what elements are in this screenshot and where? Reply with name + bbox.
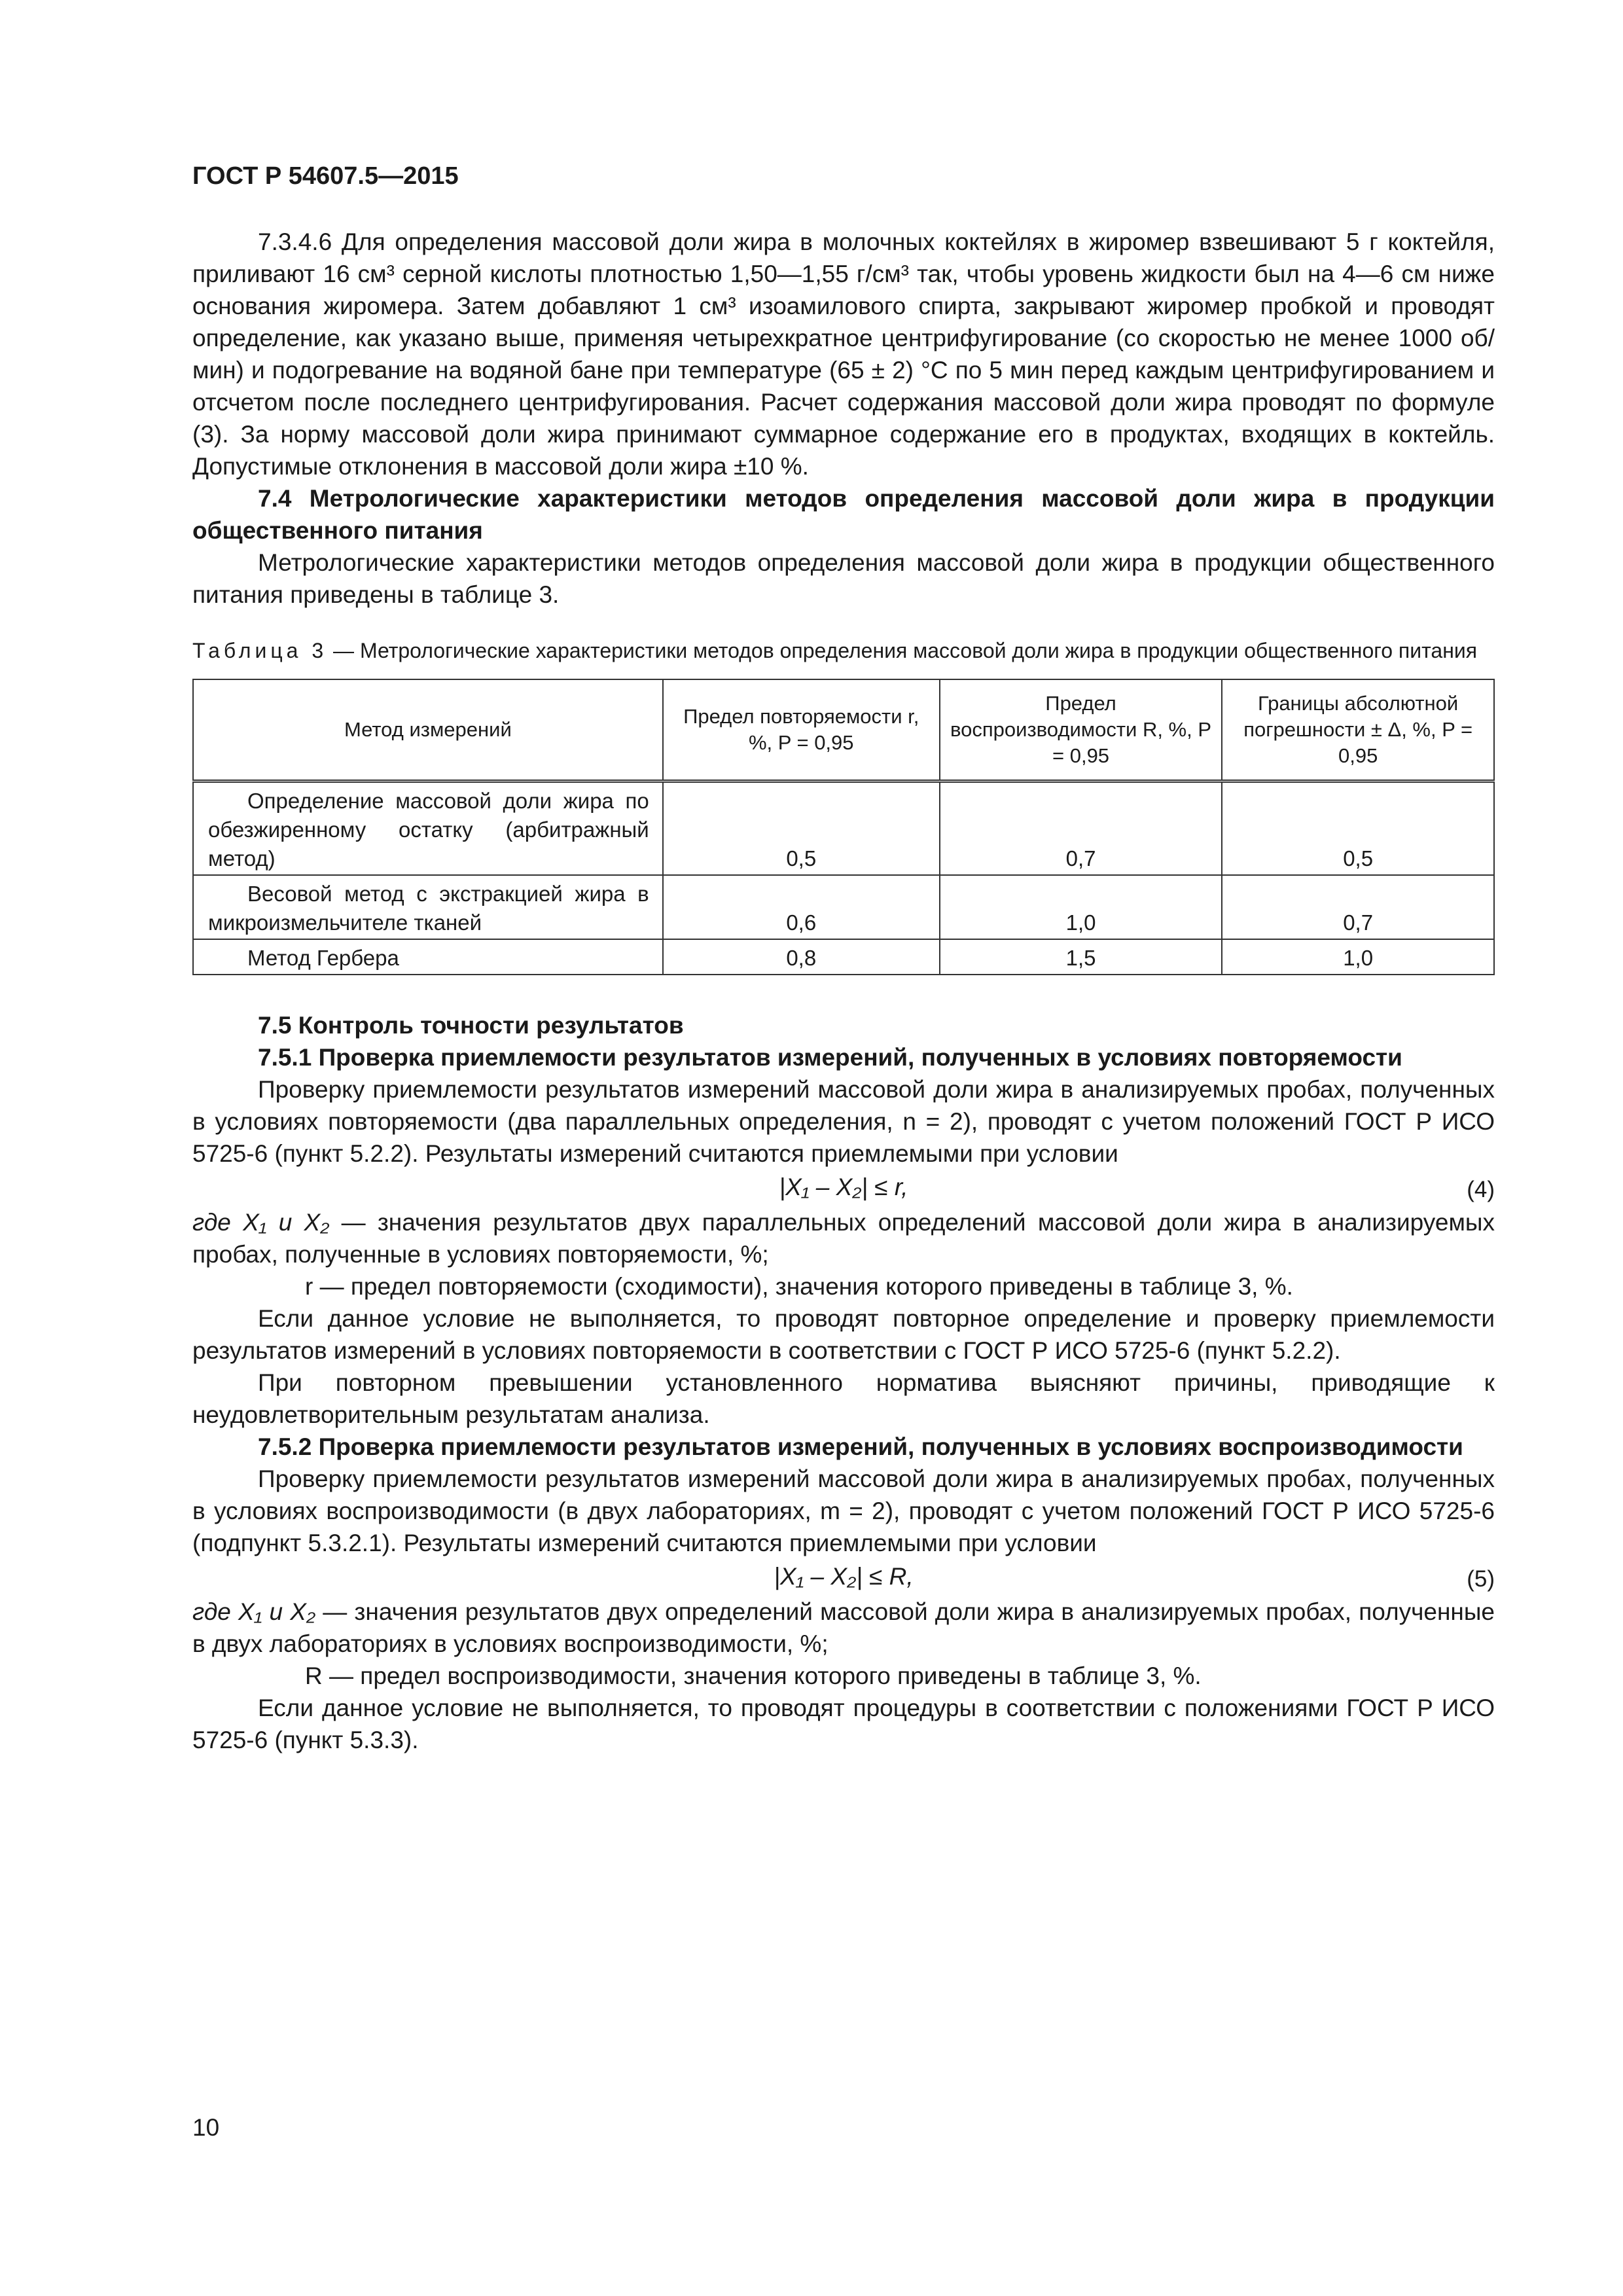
where-text: — значения результатов двух параллельных определений массовой доли жира в анализируемых пробах, полученные в условиях повторяемости, %;	[192, 1209, 1495, 1268]
page-number: 10	[192, 2114, 220, 2141]
table-caption-text: — Метрологические характеристики методов определения массовой доли жира в продукции общественного питания	[327, 639, 1478, 662]
cell-delta: 0,5	[1222, 781, 1494, 876]
r-definition: r — предел повторяемости (сходимости), значения которого приведены в таблице 3, %.	[305, 1273, 1293, 1300]
heading-7-5-2: 7.5.2 Проверка приемлемости результатов измерений, полученных в условиях воспроизводимости	[258, 1433, 1463, 1460]
paragraph-7-5-2: Проверку приемлемости результатов измерений массовой доли жира в анализируемых пробах, полученных в условиях воспроизводимости (в двух лабораториях, m = 2), проводят с учетом положений ГОСТ Р ИСО 5725-6 (подпункт 5.3.2.1). Результаты измерений считаются приемлемыми при условии	[192, 1465, 1495, 1556]
paragraph-7-5-1: Проверку приемлемости результатов измерений массовой доли жира в анализируемых пробах, полученных в условиях повторяемости (два параллельных определения, n = 2), проводят с учетом положений ГОСТ Р ИСО 5725-6 (пункт 5.2.2). Результаты измерений считаются приемлемыми при условии	[192, 1076, 1495, 1167]
paragraph-if-fail-2: Если данное условие не выполняется, то проводят процедуры в соответствии с положениями ГОСТ Р ИСО 5725-6 (пункт 5.3.3).	[192, 1695, 1495, 1753]
table-header-row	[193, 679, 1494, 781]
header-error-bounds: Границы абсолютной погрешности ± Δ, %, P = 0,95	[1222, 679, 1494, 781]
page-content	[192, 226, 1495, 1756]
formula-4-expression: |X₁ – X₂| ≤ r,	[779, 1174, 908, 1200]
table-row	[193, 939, 1494, 975]
formula-5-expression: |X₁ – X₂| ≤ R,	[774, 1563, 914, 1590]
paragraph-7-4: Метрологические характеристики методов определения массовой доли жира в продукции общественного питания приведены в таблице 3.	[192, 549, 1495, 608]
where-clause-5	[192, 1596, 1495, 1660]
where-lead: где X₁ и X₂	[192, 1209, 330, 1236]
cell-r: 0,8	[663, 939, 940, 975]
cell-delta: 1,0	[1222, 939, 1494, 975]
heading-7-5: 7.5 Контроль точности результатов	[258, 1012, 684, 1039]
paragraph-repeat: При повторном превышении установленного норматива выясняют причины, приводящие к неудовлетворительным результатам анализа.	[192, 1369, 1495, 1428]
table-caption	[192, 637, 1495, 664]
R-definition: R — предел воспроизводимости, значения которого приведены в таблице 3, %.	[305, 1662, 1202, 1689]
table-row	[193, 875, 1494, 939]
header-reproducibility: Предел воспроизводимости R, %, P = 0,95	[940, 679, 1222, 781]
where-clause-4	[192, 1206, 1495, 1270]
formula-4	[192, 1171, 1495, 1205]
cell-R: 1,5	[940, 939, 1222, 975]
cell-r: 0,5	[663, 781, 940, 876]
heading-7-4: 7.4 Метрологические характеристики методов определения массовой доли жира в продукции общественного питания	[192, 485, 1495, 544]
paragraph-7-3-4-6: 7.3.4.6 Для определения массовой доли жира в молочных коктейлях в жиромер взвешивают 5 г коктейля, приливают 16 см³ серной кислоты плотностью 1,50—1,55 г/см³ так, чтобы уровень жидкости был на 4—6 см ниже основания жиромера. Затем добавляют 1 см³ изоамилового спирта, закрывают жиромер пробкой и проводят определение, как указано выше, применяя четырехкратное центрифугирование (со скоростью не менее 1000 об/мин) и подогревание на водяной бане при температуре (65 ± 2) °С по 5 мин перед каждым центрифугированием и отсчетом после последнего центрифугирования. Расчет содержания массовой доли жира проводят по формуле (3). За норму массовой доли жира принимают суммарное содержание его в продуктах, входящих в коктейль. Допустимые отклонения в массовой доли жира ±10 %.	[192, 228, 1495, 480]
table-caption-label: Таблица 3	[192, 639, 328, 662]
cell-R: 1,0	[940, 875, 1222, 939]
paragraph-if-fail-1: Если данное условие не выполняется, то проводят повторное определение и проверку приемлемости результатов измерений в условиях повторяемости в соответствии с ГОСТ Р ИСО 5725-6 (пункт 5.2.2).	[192, 1305, 1495, 1364]
formula-4-number: (4)	[1467, 1177, 1495, 1202]
formula-5	[192, 1560, 1495, 1594]
header-method: Метод измерений	[193, 679, 663, 781]
cell-R: 0,7	[940, 781, 1222, 876]
where-text: — значения результатов двух определений массовой доли жира в анализируемых пробах, полученные в двух лабораториях в условиях воспроизводимости, %;	[192, 1598, 1495, 1657]
cell-delta: 0,7	[1222, 875, 1494, 939]
metrology-table	[192, 679, 1495, 975]
cell-method: Метод Гербера	[193, 939, 663, 975]
cell-method: Определение массовой доли жира по обезжиренному остатку (арбитражный метод)	[193, 781, 663, 876]
header-repeatability: Предел повторяемости r, %, P = 0,95	[663, 679, 940, 781]
cell-method: Весовой метод с экстракцией жира в микроизмельчителе тканей	[193, 875, 663, 939]
document-header: ГОСТ Р 54607.5—2015	[192, 162, 459, 190]
where-lead: где X₁ и X₂	[192, 1598, 316, 1625]
cell-r: 0,6	[663, 875, 940, 939]
heading-7-5-1: 7.5.1 Проверка приемлемости результатов измерений, полученных в условиях повторяемости	[258, 1044, 1402, 1071]
formula-5-number: (5)	[1467, 1566, 1495, 1592]
table-row	[193, 781, 1494, 876]
